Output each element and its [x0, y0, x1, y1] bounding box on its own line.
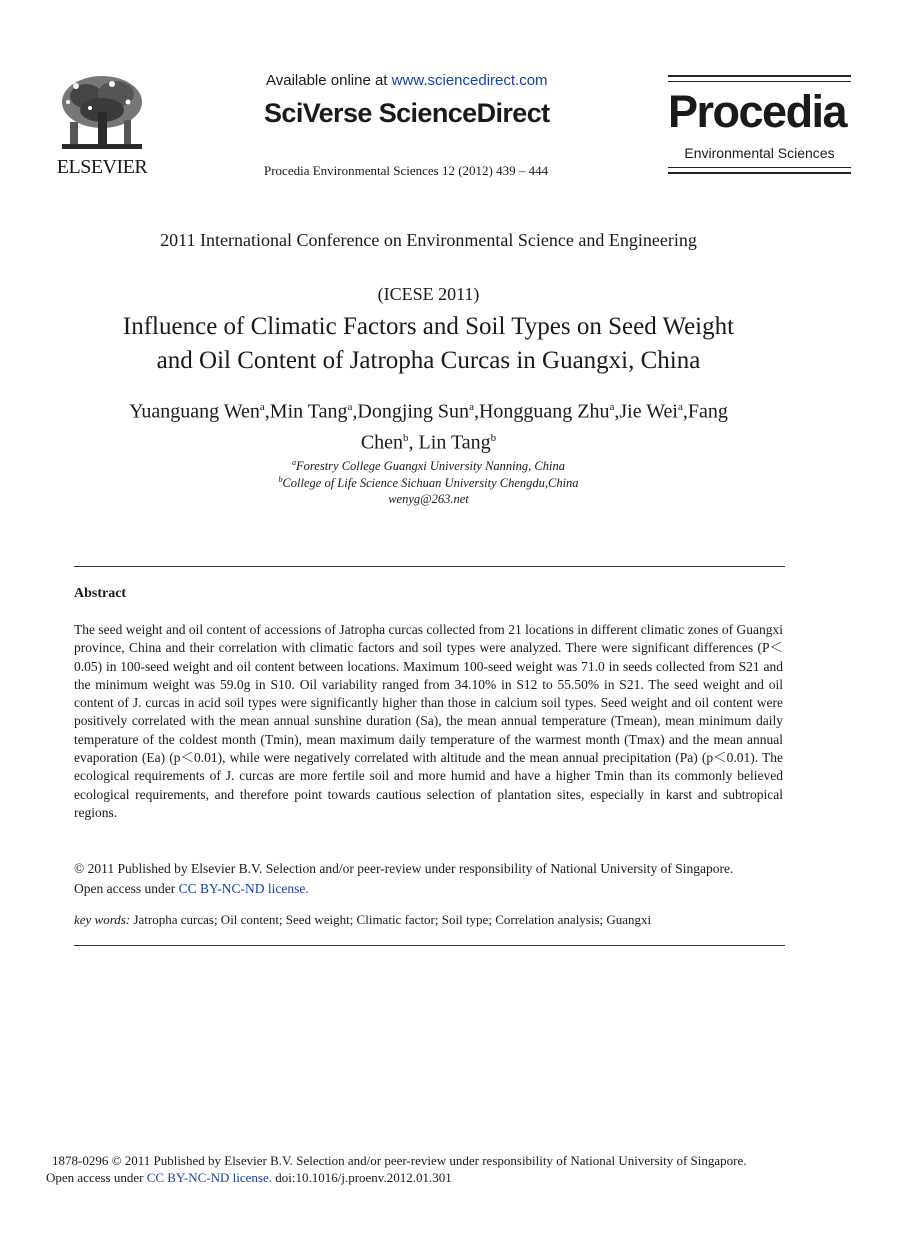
brand-rule	[668, 167, 851, 168]
brand-rule	[668, 172, 851, 174]
open-access-prefix: Open access under	[74, 881, 179, 896]
footer-copyright: 1878-0296 © 2011 Published by Elsevier B.V. Selection and/or peer-review under responsibility of National University of Singapore.	[52, 1153, 747, 1168]
author-line: Yuanguang Wen$^a$,Min Tang$^a$,Dongjing Sun$^a$,Hongguang Zhu$^a$,Jie Wei$^a$,Fang	[129, 400, 728, 423]
author-affiliation-mark: a	[677, 401, 683, 413]
footer-license-link[interactable]: CC BY-NC-ND license.	[146, 1170, 273, 1185]
author-line: Chen$^b$, Lin Tang$^b$	[360, 431, 497, 454]
conference-name: 2011 International Conference on Environmental Science and Engineering	[160, 230, 697, 250]
affiliation-text: Forestry College Guangxi University Nanning, China	[296, 459, 565, 474]
keywords	[74, 912, 651, 928]
abstract-top-rule	[74, 566, 785, 567]
affiliation-text: College of Life Science Sichuan University Chengdu,China	[282, 476, 579, 491]
author-name: Lin Tang	[418, 431, 491, 454]
open-access-notice	[74, 881, 309, 897]
author-list	[0, 394, 857, 455]
paper-title-line: Influence of Climatic Factors and Soil Types on Seed Weight	[122, 313, 735, 340]
author-affiliation-mark: b	[403, 431, 409, 444]
keywords-label: key words:	[74, 912, 131, 927]
conference-acronym: (ICESE 2011)	[377, 284, 480, 304]
journal-brand: Procedia	[668, 86, 847, 137]
author-affiliation-mark: a	[347, 401, 353, 413]
journal-reference: Procedia Environmental Sciences 12 (2012) 439 – 444	[264, 163, 549, 178]
availability-line	[266, 72, 548, 89]
author-affiliation-mark: a	[609, 401, 615, 413]
author-name: Jie Wei	[619, 400, 678, 423]
abstract-body: The seed weight and oil content of accessions of Jatropha curcas collected from 21 locations in different climatic zones of Guangxi province, China and their correlation with climatic factors and soil types were analyzed. There were significant differences (P＜0.05) in 100-seed weight and oil content between locations. Maximum 100-seed weight was 71.0 in seeds collected from S21 and the minimum weight was 59.0g in S10. Oil variability ranged from 34.10% in S12 to 55.50% in S21. The seed weight and oil content of J. curcas in acid soil types were significantly higher than those in calcium soil types. Seed weight and oil content were positively correlated with the mean annual sunshine duration (Sa), the mean annual temperature (Tmean), mean minimum daily temperature of the coldest month (Tmin), mean maximum daily temperature of the warmest month (Tmax) and the mean annual evaporation (Ea) (p＜0.01), while were negatively correlated with altitude and the mean annual precipitation (Pa) (p＜0.01). The ecological requirements of J. curcas are more fertile soil and more humid and have a higher Tmin than its commonly believed ecological requirements, and therefore point towards cautious selection of plantation sites, especially in karst and subtropical regions.	[74, 622, 783, 820]
license-link[interactable]: CC BY-NC-ND license.	[178, 881, 309, 896]
keywords-list: Jatropha curcas; Oil content; Seed weight; Climatic factor; Soil type; Correlation analysis; Guangxi	[130, 912, 652, 927]
tree-logo-icon	[56, 72, 148, 156]
affiliation-mark: b	[278, 475, 283, 484]
footer-doi: doi:10.1016/j.proenv.2012.01.301	[272, 1170, 452, 1185]
brand-rule	[668, 81, 851, 82]
platform-name: SciVerse ScienceDirect	[264, 98, 550, 128]
author-name: Min Tang	[269, 400, 348, 423]
copyright-notice: © 2011 Published by Elsevier B.V. Selection and/or peer-review under responsibility of National University of Singapore.	[74, 861, 734, 876]
footer-license-doi	[46, 1170, 452, 1186]
author-name: Hongguang Zhu	[478, 400, 610, 423]
abstract-bottom-rule	[74, 945, 785, 946]
abstract-heading: Abstract	[74, 586, 127, 601]
paper-title-line: and Oil Content of Jatropha Curcas in Guangxi, China	[156, 347, 701, 374]
publisher-name: ELSEVIER	[56, 156, 148, 178]
author-affiliation-mark: a	[259, 401, 265, 413]
author-affiliation-mark: a	[469, 401, 474, 413]
author-name: Yuanguang Wen	[129, 400, 260, 423]
affiliation-mark: a	[292, 458, 297, 467]
sciencedirect-link[interactable]: www.sciencedirect.com	[391, 72, 548, 89]
author-name: Chen	[360, 431, 404, 454]
author-email[interactable]: wenyg@263.net	[388, 492, 469, 506]
paper-title	[0, 310, 857, 378]
affiliation-b	[0, 475, 857, 491]
affiliation-a	[0, 458, 857, 474]
brand-rule	[668, 75, 851, 77]
footer-open-access-prefix: Open access under	[46, 1170, 147, 1185]
author-name: Dongjing Sun	[357, 400, 470, 423]
availability-prefix: Available online at	[266, 72, 392, 89]
author-name: Fang	[687, 400, 728, 423]
journal-brand-subtitle: Environmental Sciences	[684, 145, 835, 161]
author-affiliation-mark: b	[490, 431, 497, 444]
